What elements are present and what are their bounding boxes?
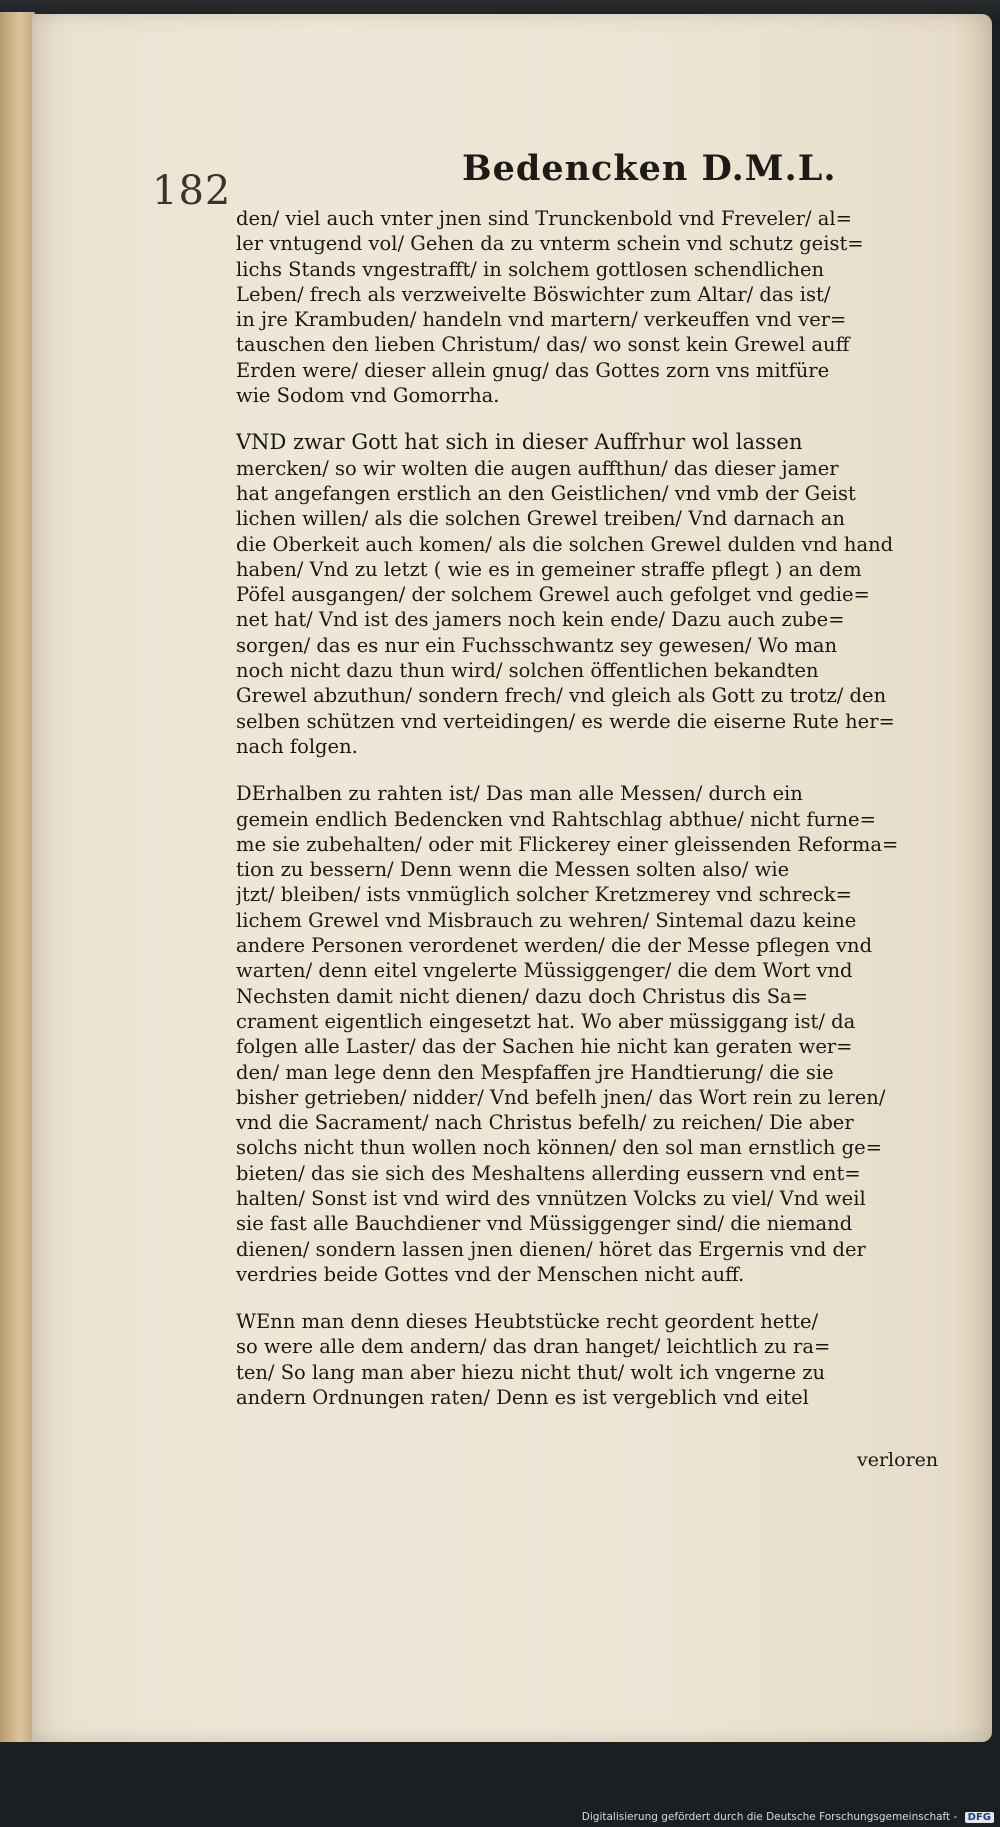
paragraph-1 [236,206,939,408]
text-line: sorgen/ das es nur ein Fuchsschwantz sey gewesen/ Wo man [236,633,838,657]
text-line: selben schützen vnd verteidingen/ es werde die eiserne Rute her= [236,709,895,733]
page-number: 182 [152,168,232,214]
text-line: Leben/ frech als verzweivelte Böswichter zum Altar/ das ist/ [236,282,831,306]
text-line: tauschen den lieben Christum/ das/ wo sonst kein Grewel auff [236,333,850,357]
text-line: bieten/ das sie sich des Meshaltens allerding eussern vnd ent= [236,1161,861,1185]
text-line: lichs Stands vngestrafft/ in solchem gottlosen schendlichen [236,257,825,281]
text-line: die Oberkeit auch komen/ als die solchen Grewel dulden vnd hand [236,532,894,556]
text-line: warten/ denn eitel vngelerte Müssiggenger/ die dem Wort vnd [236,959,853,983]
text-line: Grewel abzuthun/ sondern frech/ vnd gleich als Gott zu trotz/ den [236,684,887,708]
text-line: andere Personen verordenet werden/ die der Messe pflegen vnd [236,934,873,958]
text-line: Nechsten damit nicht dienen/ dazu doch Christus dis Sa= [236,984,809,1008]
text-line: bisher getrieben/ nidder/ Vnd befelh jnen/ das Wort rein zu leren/ [236,1085,886,1109]
text-line: gemein endlich Bedencken vnd Rahtschlag abthue/ nicht furne= [236,807,876,831]
text-line: haben/ Vnd zu letzt ( wie es in gemeiner straffe pflegt ) an dem [236,557,862,581]
text-line: den/ viel auch vnter jnen sind Trunckenbold vnd Freveler/ al= [236,207,852,230]
digitization-credit [582,1811,994,1823]
text-line: nach folgen. [236,734,358,758]
text-line: WEnn man denn dieses Heubtstücke recht geordent hette/ [236,1310,819,1334]
text-line: lichen willen/ als die solchen Grewel treiben/ Vnd darnach an [236,507,845,531]
text-line: ten/ So lang man aber hiezu nicht thut/ wolt ich vngerne zu [236,1360,826,1384]
running-head: Bedencken D.M.L. [462,148,837,189]
text-line: hat angefangen erstlich an den Geistlichen/ vnd vmb der Geist [236,481,856,505]
text-line: mercken/ so wir wolten die augen auffthun/ das dieser jamer [236,456,839,480]
text-line: dienen/ sondern lassen jnen dienen/ höret das Ergernis vnd der [236,1237,866,1261]
text-line: so were alle dem andern/ das dran hanget/ leichtlich zu ra= [236,1335,831,1359]
text-line: andern Ordnungen raten/ Denn es ist vergeblich vnd eitel [236,1386,809,1410]
text-line: me sie zubehalten/ oder mit Flickerey einer gleissenden Reforma= [236,832,899,856]
text-line: wie Sodom vnd Gomorrha. [236,384,500,408]
text-line: in jre Krambuden/ handeln vnd martern/ verkeuffen vnd ver= [236,308,847,332]
paragraph-2 [236,430,939,759]
credit-text: Digitalisierung gefördert durch die Deutsche Forschungsgemeinschaft - [581,1811,958,1823]
text-line: Erden were/ dieser allein gnug/ das Gottes zorn vns mitfüre [236,358,830,382]
paragraph-3 [236,781,939,1287]
text-line: net hat/ Vnd ist des jamers noch kein ende/ Dazu auch zube= [236,608,845,632]
text-line: vnd die Sacrament/ nach Christus befelh/ zu reichen/ Die aber [236,1111,854,1135]
text-line: den/ man lege denn den Mespfaffen jre Handtierung/ die sie [236,1060,834,1084]
text-line: crament eigentlich eingesetzt hat. Wo aber müssiggang ist/ da [236,1009,856,1033]
catchword: verloren [857,1449,939,1471]
text-line: Pöfel ausgangen/ der solchem Grewel auch gefolget vnd gedie= [236,583,870,607]
text-line: noch nicht dazu thun wird/ solchen öffentlichen bekandten [236,659,819,683]
text-line: lichem Grewel vnd Misbrauch zu wehren/ Sintemal dazu keine [236,908,857,932]
main-text [236,206,939,1410]
text-line: ler vntugend vol/ Gehen da zu vnterm schein vnd schutz geist= [236,232,864,256]
text-line: verdries beide Gottes vnd der Menschen nicht auff. [236,1262,745,1286]
text-line: jtzt/ bleiben/ ists vnmüglich solcher Kretzmerey vnd schreck= [236,883,853,907]
text-line: sie fast alle Bauchdiener vnd Müssiggenger sind/ die niemand [236,1212,853,1236]
book-spine-edge [0,12,35,1752]
text-line: DErhalben zu rahten ist/ Das man alle Messen/ durch ein [236,782,803,806]
text-line: VND zwar Gott hat sich in dieser Auffrhur wol lassen [236,430,803,455]
paragraph-4 [236,1309,939,1410]
dfg-logo-icon: DFG [965,1812,994,1823]
text-line: tion zu bessern/ Denn wenn die Messen solten also/ wie [236,858,790,882]
scan-background-bottom [0,1742,1000,1827]
text-line: halten/ Sonst ist vnd wird des vnnützen Volcks zu viel/ Vnd weil [236,1186,866,1210]
text-line: solchs nicht thun wollen noch können/ den sol man ernstlich ge= [236,1136,883,1160]
text-line: folgen alle Laster/ das der Sachen hie nicht kan geraten wer= [236,1035,853,1059]
